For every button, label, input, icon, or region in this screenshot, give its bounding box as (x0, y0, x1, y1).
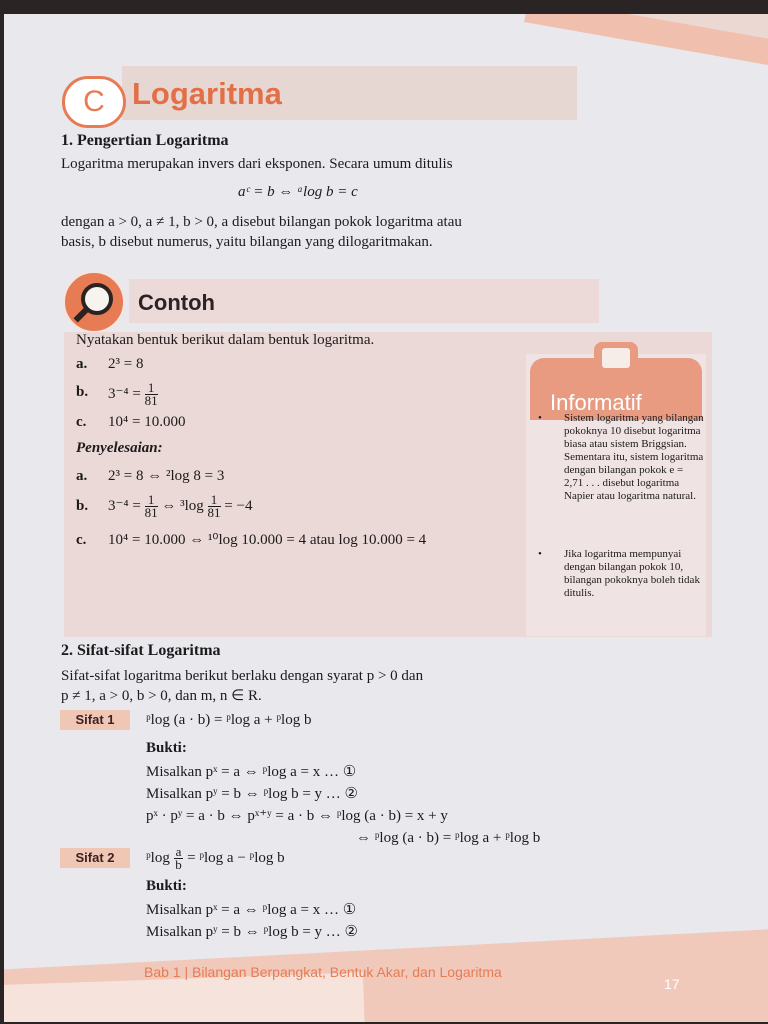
item-label: a. (76, 356, 88, 372)
section-title: Logaritma (132, 76, 282, 111)
section-letter-badge: C (62, 76, 126, 128)
sifat-1-line: pˣ · pʸ = a · b ⇔ pˣ⁺ʸ = a · b ⇔ ᵖlog (a · b) = x + y (146, 808, 448, 824)
solution-label-b: b. (76, 498, 89, 514)
fraction: $\frac{1}{81}$ (144, 492, 158, 520)
informatif-bullet-1: Sistem logaritma yang bilangan pokoknya 10 disebut logaritma biasa atau sistem Briggsian. Sementara itu, sistem logaritma dengan bilangan pokok e = 2,71 . . . disebut logaritma Napier atau logaritma natural. (564, 412, 704, 502)
bullet-icon: • (538, 412, 542, 424)
page-number: 17 (664, 976, 680, 992)
solution-label-c: c. (76, 532, 87, 548)
item-expr: 10⁴ = 10.000 (108, 414, 186, 430)
sifat-2-bukti: Bukti: (146, 878, 187, 894)
item-expr: 3⁻⁴ = $\frac{1}{81}$ (108, 380, 158, 408)
solution-expr-a: 2³ = 8 ⇔ ²log 8 = 3 (108, 468, 225, 484)
bullet-icon: • (538, 548, 542, 560)
solution-label: Penyelesaian: (76, 440, 163, 456)
example-title: Contoh (138, 290, 215, 315)
sifat-1-line: ⇔ ᵖlog (a · b) = ᵖlog a + ᵖlog b (356, 830, 541, 846)
sifat-2-label: Sifat 2 (60, 848, 130, 868)
fraction: $\frac{a}{b}$ (175, 844, 182, 872)
sifat-2-formula: ᵖlog $\frac{a}{b}$ = ᵖlog a − ᵖlog b (146, 844, 285, 872)
sifat-1-line: Misalkan pˣ = a ⇔ ᵖlog a = x … ① (146, 764, 357, 780)
item-label: c. (76, 414, 87, 430)
paragraph-desc-2: basis, b disebut numerus, yaitu bilangan yang dilogaritmakan. (61, 234, 433, 250)
paragraph-desc-1: dengan a > 0, a ≠ 1, b > 0, a disebut bilangan pokok logaritma atau (61, 214, 462, 230)
sifat-1-formula: ᵖlog (a · b) = ᵖlog a + ᵖlog b (146, 712, 312, 728)
subsection-heading-pengertian: 1. Pengertian Logaritma (61, 132, 229, 149)
footer-chapter-text: Bab 1 | Bilangan Berpangkat, Bentuk Akar, dan Logaritma (144, 964, 502, 980)
magnifier-icon (62, 270, 126, 334)
formula-definition: aᶜ = b ⇔ ᵃlog b = c (238, 184, 358, 200)
textbook-page (4, 14, 768, 1022)
sifat-1-bukti: Bukti: (146, 740, 187, 756)
fraction: $\frac{1}{81}$ (144, 380, 158, 408)
sifat-intro-1: Sifat-sifat logaritma berikut berlaku dengan syarat p > 0 dan (61, 668, 424, 684)
paragraph-intro: Logaritma merupakan invers dari eksponen. Secara umum ditulis (61, 156, 453, 172)
subsection-heading-sifat: 2. Sifat-sifat Logaritma (61, 642, 221, 659)
item-expr: 2³ = 8 (108, 356, 144, 372)
item-label: b. (76, 384, 89, 400)
sifat-1-line: Misalkan pʸ = b ⇔ ᵖlog b = y … ② (146, 786, 358, 802)
example-question: Nyatakan bentuk berikut dalam bentuk logaritma. (76, 332, 375, 348)
informatif-bullet-2: Jika logaritma mempunyai dengan bilangan pokok 10, bilangan pokoknya boleh tidak ditulis. (564, 548, 700, 599)
easel-icon (602, 348, 630, 368)
sifat-2-line: Misalkan pʸ = b ⇔ ᵖlog b = y … ② (146, 924, 358, 940)
sifat-intro-2: p ≠ 1, a > 0, b > 0, dan m, n ∈ R. (61, 688, 262, 704)
solution-expr-c: 10⁴ = 10.000 ⇔ ¹⁰log 10.000 = 4 atau log 10.000 = 4 (108, 532, 427, 548)
solution-expr-b: 3⁻⁴ = $\frac{1}{81}$ ⇔ ³log $\frac{1}{81}$ = −4 (108, 492, 253, 520)
fraction: $\frac{1}{81}$ (207, 492, 221, 520)
sifat-1-label: Sifat 1 (60, 710, 130, 730)
informatif-title: Informatif (550, 390, 642, 415)
sifat-2-line: Misalkan pˣ = a ⇔ ᵖlog a = x … ① (146, 902, 357, 918)
solution-label-a: a. (76, 468, 88, 484)
